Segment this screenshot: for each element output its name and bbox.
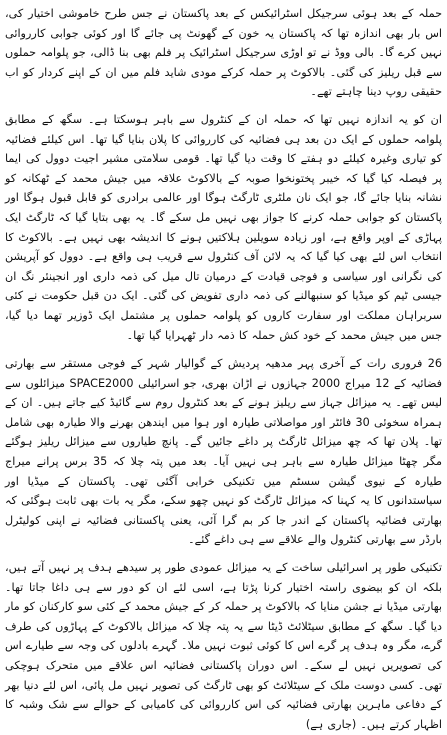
article-paragraph-1: حملہ کے بعد ہوئی سرجیکل اسٹرائیکس کے بعد پاکستان نے جس طرح خاموشی اختیار کی، اس بار بھی اندازہ تھا کہ پاکستان یہ خون کے گھونٹ پی جائے گا اور کوئی جوابی کارروائی نہیں کرے گا۔ بالی ووڈ نے تو اوڑی سرجیکل اسٹرائیک پر فلم بھی بنا ڈالی، جو پلوامہ حملوں سے قبل ریلیز کی گئی۔ بالاکوٹ پر حملہ کرکے مودی شاید فلم میں ان کے اپنے کردار کو اب حقیقی روپ دینا چاہتے تھے۔	[5, 7, 442, 99]
article-paragraph-3: 26 فروری رات کے آخری پہر مدھیہ پردیش کے گوالیار شہر کے فوجی مستقر سے بھارتی فضائیہ کے 12 میراج 2000 جہازوں نے اڑان بھری، جو اسرائیلی SPACE2000 میزائلوں سے لیس تھے۔ یہ میزائل جہاز سے ریلیز ہونے کے بعد کنٹرول روم سے گائیڈ کیے جاتے ہیں۔ ان کے ہمراہ سخوئی 30 فائٹر اور مواصلاتی طیارہ اور ہوا میں ایندھن بھرنے والا طیارہ بھی شامل تھا۔ پلان تھا کہ چھ میزائل ٹارگٹ پر داغے جائیں گے۔ پانچ طیاروں سے میزائل ریلیز ہوگئے مگر چھٹا میزائل طیارہ سے باہر ہی نہیں آیا۔ بعد میں پتہ چلا کہ 35 برس پرانے میراج طیارہ کے نیوی گیشن سسٹم میں تکنیکی خرابی آگئی تھی۔ پاکستان کے میڈیا اور سیاستدانوں کا یہ کہنا کہ میزائل ٹارگٹ کو نہیں چھو سکے، مگر یہ بات بھی ثابت ہوگئی کہ بھارتی فضائیہ پاکستان کے اندر جا کر بم گرا آئی، یعنی پاکستانی فضائیہ نے اپنی کولیٹرل بارڈر سے بھارتی کنٹرول والے علاقے سے ہی داغے گئے۔	[5, 357, 442, 547]
article-paragraph-2: ان کو یہ اندازہ نہیں تھا کہ حملہ ان کے کنٹرول سے باہر ہوسکتا ہے۔ سگھ کے مطابق پلوامہ حملوں کے ایک دن بعد ہی فضائیہ کی کارروائی کا پلان بنایا گیا تھا۔ اس کیلئے فضائیہ کو تیاری وغیرہ کیلئے دو ہفتے کا وقت دیا گیا تھا۔ قومی سلامتی مشیر اجیت دوول کی ایما پر فیصلہ کیا گیا کہ خیبر پختونخوا صوبہ کے بالاکوٹ علاقہ میں جیش محمد کے ٹھکانہ کو نشانہ بنایا جائے گا، جو ایک نان ملٹری ٹارگٹ ہوگا اور عالمی برادری کو قابل قبول ہوگا اور پاکستان کو جوابی حملہ کرنے کا جواز بھی نہیں مل سکے گا۔ یہ بھی بتایا گیا کہ ٹارگٹ ایک پہاڑی کے اوپر واقع ہے، اور زیادہ سویلین ہلاکتیں ہونے کا اندیشہ بھی نہیں ہے۔ بالاکوٹ کا انتخاب اس لئے بھی کیا گیا کہ یہ لائن آف کنٹرول سے قریب ہی واقع ہے۔ دوول کو آپریشن کی نگرانی اور سیاسی و فوجی قیادت کے درمیان تال میل کی ذمہ داری اور انجینئر نگ ان جیسی ٹیم کو میڈیا کو سنبھالنے کی ذمہ داری تفویض کی گئی۔ ایک دن قبل حکومت نے کئی سربراہان مملکت اور سفارت کاروں کو پلوامہ حملوں پر مشتمل ایک ڈوزیر تھما دیا گیا، جس میں جیش محمد کے خود کش حملہ کا ذمہ دار ٹھہرایا گیا تھا۔	[5, 112, 442, 342]
article-paragraph-4: تکنیکی طور پر اسرائیلی ساخت کے یہ میزائل عمودی طور پر سیدھے ہدف پر نہیں آتے ہیں، بلکہ ان کو بیضوی راستہ اختیار کرنا پڑتا ہے، اسی لئے ان کو دور سے ہی داغا جاتا تھا۔ بھارتی میڈیا نے جشن منایا کہ بالاکوٹ پر حملہ کر کے جیش محمد کے کئی سو کارکنان کو مار دیا گیا۔ سگھ کے مطابق سیٹلائٹ ڈیٹا سے یہ پتہ چلا کہ میزائل بالاکوٹ کے پہاڑوں کی طرف گرے، مگر وہ ہدف پر گرے اس کا کوئی ثبوت نہیں ملا۔ گہرے بادلوں کی وجہ سے طیارے اس کی تصویریں نہیں لے سکے۔ اس دوران پاکستانی فضائیہ اس علاقے میں متحرک ہوچکی تھی۔ کسی دوست ملک کے سیٹلائٹ کو بھی ٹارگٹ کی تصویر نہیں مل پائی، اس لئے دنیا بھر کے دفاعی ماہرین بھارتی فضائیہ کی اس کارروائی کی کامیابی کے حوالے سے شک وشبہ کا اظہار کرتے ہیں۔ (جاری ہے)	[5, 561, 442, 731]
